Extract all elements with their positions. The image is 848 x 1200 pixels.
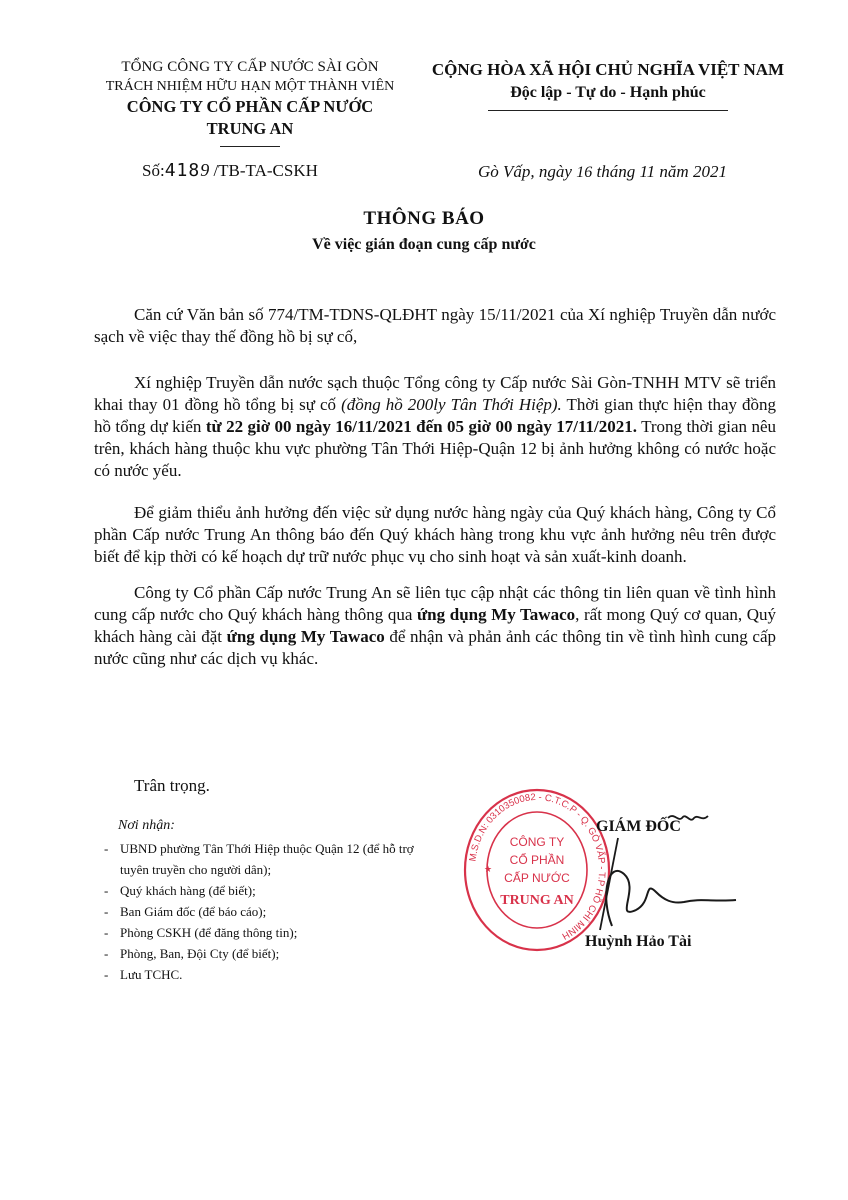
recipients-title: Nơi nhận: bbox=[118, 818, 175, 833]
date-place: Gò Vấp, ngày bbox=[478, 162, 572, 181]
nation-title: CỘNG HÒA XÃ HỘI CHỦ NGHĨA VIỆT NAM bbox=[431, 60, 785, 79]
doc-number-value: 418 bbox=[164, 160, 201, 181]
seal-line4: TRUNG AN bbox=[500, 893, 574, 908]
seal-line2: CỔ PHẦN bbox=[509, 853, 565, 867]
recipient-item bbox=[104, 838, 434, 880]
recipient-item bbox=[104, 922, 434, 943]
document-date bbox=[478, 162, 727, 182]
recipient-text: UBND phường Tân Thới Hiệp thuộc Quận 12 (để hỗ trợ tuyên truyền cho người dân); bbox=[120, 841, 414, 877]
p4-text-c: , rất mong Quý cơ quan, Quý khách hàng cài đặt bbox=[94, 605, 777, 646]
recipient-text: Phòng, Ban, Đội Cty (để biết); bbox=[120, 946, 280, 961]
paragraph-schedule bbox=[94, 372, 776, 482]
handwritten-signature bbox=[560, 800, 760, 940]
company-name-line1: CÔNG TY CỔ PHẦN CẤP NƯỚC bbox=[126, 97, 374, 116]
recipient-text: Lưu TCHC. bbox=[120, 967, 183, 982]
p2-text-c: Thời gian thực hiện thay đồng hồ tổng dự kiến bbox=[94, 395, 777, 436]
dash-bullet: - bbox=[104, 883, 109, 898]
seal-line3: CẤP NƯỚC bbox=[504, 871, 570, 885]
seal-star-icon: ★ bbox=[484, 865, 493, 875]
header-left-divider bbox=[220, 146, 280, 147]
p2-text-e: Trong thời gian nêu trên, khách hàng thuộc khu vực phường Tân Thới Hiệp-Quận 12 bị ảnh hưởng không có nước hoặc có nước yếu. bbox=[94, 417, 776, 480]
signature-initial-stroke bbox=[668, 816, 708, 820]
dash-bullet: - bbox=[104, 904, 109, 919]
recipient-item bbox=[104, 880, 434, 901]
recipient-item bbox=[104, 901, 434, 922]
national-header bbox=[418, 58, 798, 111]
closing-regards: Trân trọng. bbox=[134, 776, 210, 795]
paragraph-app bbox=[94, 582, 776, 670]
p2-bold-timeframe: từ 22 giờ 00 ngày 16/11/2021 đến 05 giờ 00 ngày 17/11/2021. bbox=[205, 417, 637, 436]
signer-position: GIÁM ĐỐC bbox=[596, 818, 681, 835]
header-right-divider bbox=[488, 110, 728, 111]
recipients-list bbox=[104, 838, 434, 985]
document-number bbox=[142, 160, 318, 181]
seal-ring-text: M.S.D.N: 0310350082 - C.T.C.P - Q. GÒ VẤP - T.P HỒ CHÍ MINH bbox=[467, 791, 608, 942]
p4-text-e: để nhận và phản ảnh các thông tin về tình hình cung cấp nước cũng như các dịch vụ khác. bbox=[94, 627, 777, 668]
paragraph-basis: Căn cứ Văn bản số 774/TM-TDNS-QLĐHT ngày 15/11/2021 của Xí nghiệp Truyền dẫn nước sạch về việc thay thế đồng hồ bị sự cố, bbox=[94, 305, 776, 346]
p2-text-a: Xí nghiệp Truyền dẫn nước sạch thuộc Tổng công ty Cấp nước Sài Gòn-TNHH MTV sẽ triển khai thay 01 đồng hồ tổng bị sự cố bbox=[94, 373, 776, 414]
doc-number-handwritten: 9 bbox=[200, 160, 210, 180]
recipient-item bbox=[104, 943, 434, 964]
parent-org: TỔNG CÔNG TY CẤP NƯỚC SÀI GÒN bbox=[121, 59, 379, 75]
recipient-text: Quý khách hàng (để biết); bbox=[120, 883, 256, 898]
company-name-line2: TRUNG AN bbox=[206, 119, 294, 138]
dash-bullet: - bbox=[104, 841, 109, 856]
dash-bullet: - bbox=[104, 925, 109, 940]
paragraph-notice: Để giảm thiểu ảnh hưởng đến việc sử dụng nước hàng ngày của Quý khách hàng, Công ty Cổ phần Cấp nước Trung An thông báo đến Quý khách hàng trong khu vực ảnh hưởng nêu trên được biết để kịp thời có kế hoạch dự trữ nước phục vụ cho sinh hoạt và sản xuất-kinh doanh. bbox=[94, 503, 776, 566]
national-motto: Độc lập - Tự do - Hạnh phúc bbox=[510, 84, 706, 101]
dash-bullet: - bbox=[104, 967, 109, 982]
p4-bold-app-2: ứng dụng My Tawaco bbox=[226, 627, 385, 646]
document-title: THÔNG BÁO bbox=[363, 208, 485, 229]
p4-text-a: Công ty Cổ phần Cấp nước Trung An sẽ liên tục cập nhật các thông tin liên quan về tình hình cung cấp nước cho Quý khách hàng thông qua bbox=[94, 583, 776, 624]
p2-italic-meter: (đồng hồ 200ly Tân Thới Hiệp). bbox=[341, 395, 562, 414]
signature-main-stroke bbox=[606, 871, 736, 926]
recipient-text: Phòng CSKH (để đăng thông tin); bbox=[120, 925, 298, 940]
dash-bullet: - bbox=[104, 946, 109, 961]
recipient-text: Ban Giám đốc (để báo cáo); bbox=[120, 904, 267, 919]
document-body bbox=[94, 304, 776, 670]
doc-number-suffix: /TB-TA-CSKH bbox=[213, 161, 318, 180]
parent-org-type: TRÁCH NHIỆM HỮU HẠN MỘT THÀNH VIÊN bbox=[105, 79, 395, 94]
doc-number-prefix: Số: bbox=[142, 161, 165, 180]
document-subtitle: Về việc gián đoạn cung cấp nước bbox=[312, 236, 536, 253]
issuing-organization bbox=[80, 58, 420, 147]
p4-bold-app-1: ứng dụng My Tawaco bbox=[416, 605, 576, 624]
date-day: 16 bbox=[576, 164, 593, 181]
seal-line1: CÔNG TY bbox=[509, 835, 565, 849]
signer-name: Huỳnh Hảo Tài bbox=[585, 933, 692, 950]
recipient-item bbox=[104, 964, 434, 985]
date-month-year: tháng 11 năm 2021 bbox=[596, 162, 727, 181]
